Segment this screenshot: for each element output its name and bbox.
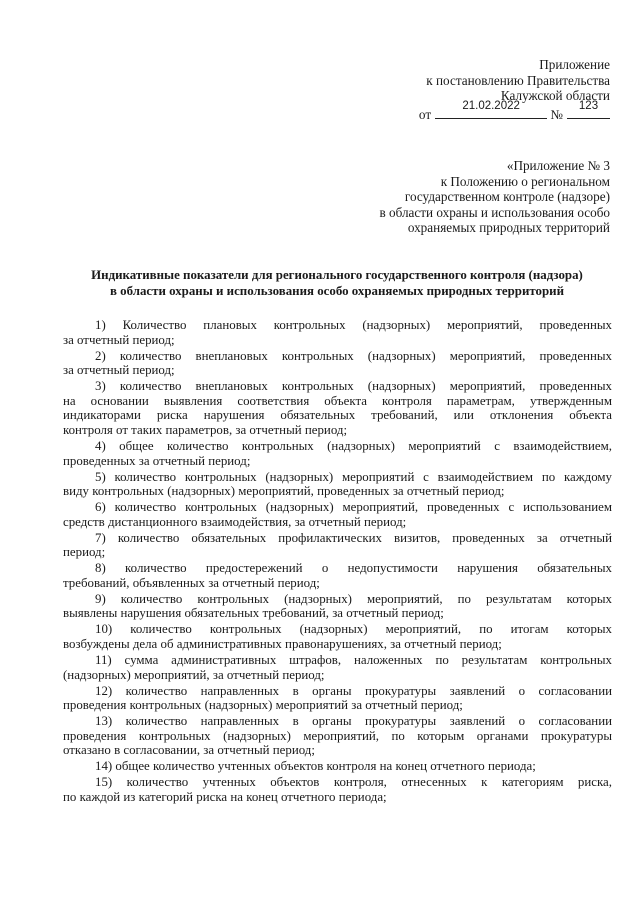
indicator-item (63, 439, 612, 468)
number-field (567, 99, 610, 119)
indicator-item (63, 318, 612, 347)
indicator-item (63, 653, 612, 682)
indicator-item (63, 561, 612, 590)
indicator-item (63, 470, 612, 499)
indicator-text-line: контроля от таких параметров, за отчетный период; (63, 422, 348, 437)
indicator-text-line: 11) сумма административных штрафов, наложенных по результатам контрольных (95, 652, 612, 667)
indicator-text-line: на основании выявления соответствия объекта контроля параметрам, утвержденным (63, 393, 612, 408)
indicator-text-line: средств дистанционного взаимодействия, за отчетный период; (63, 514, 407, 529)
indicator-text-line: индикаторами риска нарушения обязательных требований, или отклонения объекта (63, 408, 612, 423)
indicator-item (63, 592, 612, 621)
annex-reference (379, 158, 610, 236)
indicator-item (63, 349, 612, 378)
indicator-text-line: 5) количество контрольных (надзорных) мероприятий с взаимодействием по каждому (95, 469, 612, 484)
annex-line-2: к Положению о региональном (440, 173, 610, 189)
indicator-item (63, 684, 612, 713)
annex-line-5: охраняемых природных территорий (407, 220, 610, 236)
document-title (62, 268, 612, 299)
indicator-text-line: 7) количество обязательных профилактических визитов, проведенных за отчетный (95, 530, 612, 545)
indicator-text-line: возбуждены дела об административных правонарушениях, за отчетный период; (63, 636, 502, 651)
indicator-text-line: виду контрольных (надзорных) мероприятий, проведенных за отчетный период; (63, 484, 505, 499)
date-field (435, 99, 547, 119)
indicator-text-line: 4) общее количество контрольных (надзорных) мероприятий с взаимодействием, (95, 438, 612, 453)
indicator-text-line: 8) количество предостережений о недопустимости нарушения обязательных (95, 561, 612, 576)
indicator-text-line: за отчетный период; (63, 363, 175, 378)
date-prefix: от (418, 106, 432, 122)
appendix-header (419, 57, 610, 122)
indicator-text-line: 9) количество контрольных (надзорных) мероприятий, по результатам которых (95, 591, 612, 606)
indicator-text-line: по каждой из категорий риска на конец отчетного периода; (63, 789, 387, 804)
indicator-text-line: проведения контрольных (надзорных) мероприятий за отчетный период; (63, 698, 463, 713)
indicator-text-line: 3) количество внеплановых контрольных (надзорных) мероприятий, проведенных (95, 379, 612, 394)
number-label: № (550, 106, 563, 122)
title-line-1: Индикативные показатели для регионального государственного контроля (надзора) (91, 268, 583, 282)
indicator-text-line: (надзорных) мероприятий, за отчетный период; (63, 667, 325, 682)
indicator-item (63, 775, 612, 804)
indicator-list (63, 318, 612, 806)
indicator-text-line: 13) количество направленных в органы прокуратуры заявлений о согласовании (95, 714, 612, 729)
indicator-text-line: 1) Количество плановых контрольных (надзорных) мероприятий, проведенных (95, 318, 612, 332)
indicator-item (63, 500, 612, 529)
indicator-text-line: 14) общее количество учтенных объектов контроля на конец отчетного периода; (95, 759, 536, 774)
annex-line-4: в области охраны и использования особо (379, 204, 610, 220)
title-line-2: в области охраны и использования особо охраняемых природных территорий (109, 283, 565, 298)
handwritten-number: 123 (578, 99, 599, 112)
resolution-date-number (418, 99, 610, 123)
indicator-text-line: выявлены нарушения обязательных требований, за отчетный период; (63, 606, 444, 621)
header-line-region: Калужской области (500, 88, 610, 103)
indicator-text-line: 6) количество контрольных (надзорных) мероприятий, проведенных с использованием (95, 500, 612, 515)
indicator-item (63, 714, 612, 758)
indicator-text-line: за отчетный период; (63, 332, 175, 347)
indicator-item (63, 531, 612, 560)
indicator-text-line: 10) количество контрольных (надзорных) мероприятий, по итогам которых (95, 622, 612, 637)
indicator-text-line: требований, объявленных за отчетный период; (63, 575, 320, 590)
indicator-text-line: проведенных за отчетный период; (63, 453, 251, 468)
indicator-item (63, 622, 612, 651)
indicator-text-line: отказано в согласовании, за отчетный период; (63, 743, 315, 758)
handwritten-date: 21.02.2022 (462, 99, 520, 112)
header-line-appendix: Приложение (539, 57, 610, 72)
indicator-text-line: период; (63, 545, 106, 560)
indicator-text-line: проведения контрольных (надзорных) мероприятий, по которым органами прокуратуры (63, 728, 612, 743)
indicator-text-line: 15) количество учтенных объектов контроля, отнесенных к категориям риска, (95, 775, 612, 790)
annex-line-3: государственном контроле (надзоре) (404, 189, 610, 205)
indicator-item (63, 759, 612, 774)
annex-line-1: «Приложение № 3 (506, 158, 610, 173)
indicator-text-line: 12) количество направленных в органы прокуратуры заявлений о согласовании (95, 683, 612, 698)
indicator-text-line: 2) количество внеплановых контрольных (надзорных) мероприятий, проведенных (95, 348, 612, 363)
indicator-item (63, 379, 612, 437)
header-line-resolution: к постановлению Правительства (426, 72, 610, 88)
